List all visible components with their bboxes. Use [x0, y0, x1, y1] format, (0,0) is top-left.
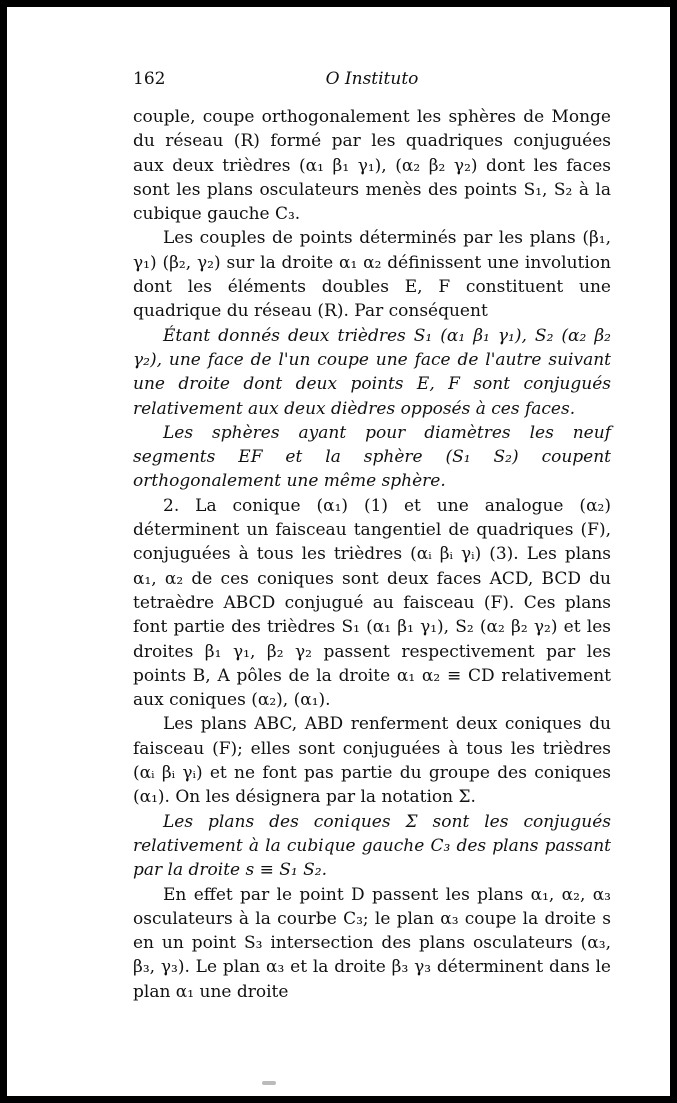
paragraph: Les plans ABC, ABD renferment deux coniques du faisceau (F); elles sont conjuguées à tous les trièdres (αᵢ βᵢ γᵢ) et ne font pas partie du groupe des coniques (α₁). On les désignera par la notation Σ.: [133, 714, 611, 808]
section-paragraph: 2. La conique (α₁) (1) et une analogue (α₂) déterminent un faisceau tangentiel de quadriques (F), conjuguées à tous les trièdres (αᵢ βᵢ γᵢ) (3). Les plans α₁, α₂ de ces coniques sont deux faces ACD, BCD du tetraèdre ABCD conjugué au faisceau (F). Ces plans font partie des trièdres S₁ (α₁ β₁ γ₁), S₂ (α₂ β₂ γ₂) et les droites β₁ γ₁, β₂ γ₂ passent respectivement par les points B, A pôles de la droite α₁ α₂ ≡ CD relativement aux coniques (α₂), (α₁).: [133, 495, 611, 711]
paragraph: couple, coupe orthogonalement les sphères de Monge du réseau (R) formé par les quadriques conjuguées aux deux trièdres (α₁ β₁ γ₁), (α₂ β₂ γ₂) dont les faces sont les plans osculateurs menès des points S₁, S₂ à la cubique gauche C₃.: [133, 107, 611, 225]
print-smudge: [262, 1081, 276, 1085]
theorem-paragraph: Les sphères ayant pour diamètres les neuf segments EF et la sphère (S₁ S₂) coupent orthogonalement une même sphère.: [133, 422, 611, 492]
theorem-paragraph: Les plans des coniques Σ sont les conjugués relativement à la cubique gauche C₃ des plans passant par la droite s ≡ S₁ S₂.: [133, 811, 611, 881]
book-page: [7, 7, 670, 1096]
running-title: O Instituto: [325, 69, 419, 89]
running-head: [133, 69, 611, 93]
page-number: 162: [133, 69, 166, 89]
theorem-paragraph: Étant donnés deux trièdres S₁ (α₁ β₁ γ₁), S₂ (α₂ β₂ γ₂), une face de l'un coupe une face de l'autre suivant une droite dont deux points E, F sont conjugués relativement aux deux dièdres opposés à ces faces.: [133, 325, 611, 419]
paragraph: En effet par le point D passent les plans α₁, α₂, α₃ osculateurs à la courbe C₃; le plan α₃ coupe la droite s en un point S₃ intersection des plans osculateurs (α₃, β₃, γ₃). Le plan α₃ et la droite β₃ γ₃ déterminent dans le plan α₁ une droite: [133, 884, 611, 1002]
body-text: [133, 105, 611, 1004]
paragraph: Les couples de points déterminés par les plans (β₁, γ₁) (β₂, γ₂) sur la droite α₁ α₂ définissent une involution dont les éléments doubles E, F constituent une quadrique du réseau (R). Par conséquent: [133, 228, 611, 322]
